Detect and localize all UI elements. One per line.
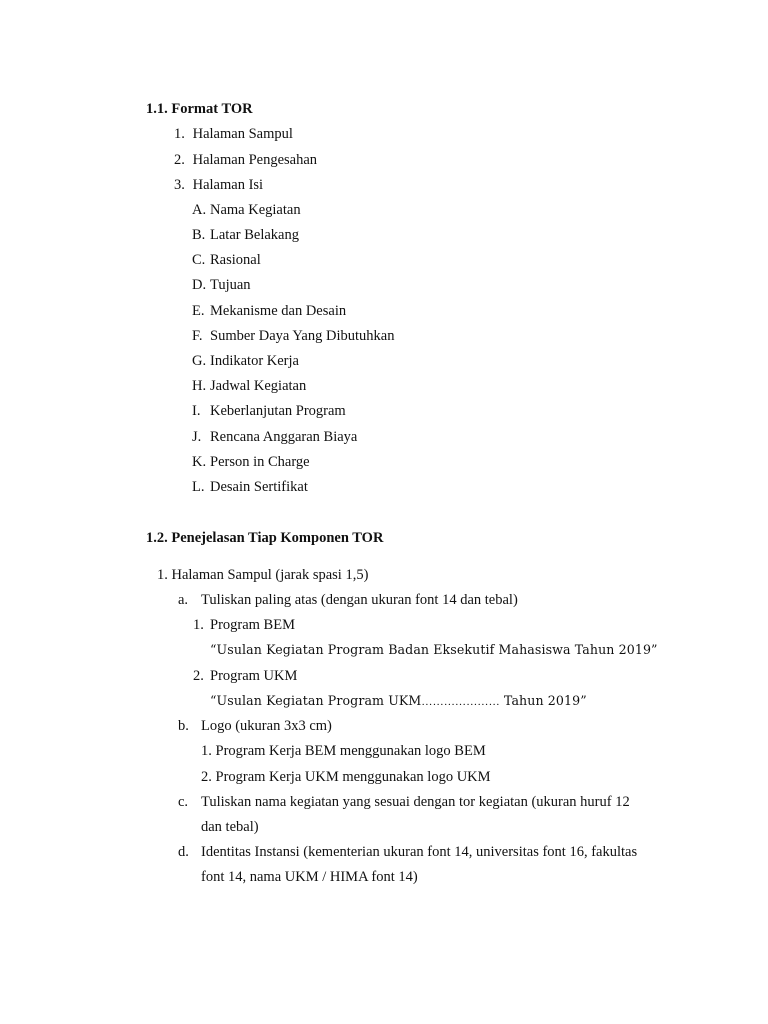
list-item-text: Program UKM [210,668,298,684]
sublist-item-c [192,251,261,269]
sublist-letter: I. [192,403,201,419]
sublist-letter: J. [192,429,202,445]
sublist-letter: K. [192,454,207,470]
sublist-text: Rencana Anggaran Biaya [210,429,358,445]
list-number: 2. [193,668,204,684]
sublist-letter: C. [192,252,206,268]
quote-end: Tahun 2019” [499,693,587,708]
sublist-letter: G. [192,353,207,369]
sublist-item-d [192,276,251,294]
sublist-letter: H. [192,378,207,394]
list-number: 2. [174,152,185,168]
dotted-blank: ………………… [421,696,500,708]
sublist-item-e [192,302,346,320]
sublist-text: Jadwal Kegiatan [210,378,307,394]
item-letter: b. [178,718,189,734]
sublist-text: Latar Belakang [210,227,299,243]
program-ukm [193,667,297,685]
item-letter: a. [178,592,189,608]
sublist-letter: B. [192,227,206,243]
program-bem [193,616,295,634]
quote-ukm [210,692,587,711]
sublist-item-l [192,478,308,496]
sublist-item-k [192,453,310,471]
sublist-item-f [192,327,394,345]
item-text: Logo (ukuran 3x3 cm) [201,718,332,734]
quote-bem: “Usulan Kegiatan Program Badan Eksekutif Mahasiswa Tahun 2019” [210,642,658,657]
section-1-heading: 1.1. Format TOR [146,101,253,117]
list-item-text: Program BEM [210,617,295,633]
list-number: 3. [174,177,185,193]
sublist-letter: L. [192,479,205,495]
sublist-text: Person in Charge [210,454,310,470]
item-d-continuation: font 14, nama UKM / HIMA font 14) [201,869,418,885]
list-item-halaman-sampul [174,125,293,143]
list-number: 1. [174,126,185,142]
item-text: Tuliskan paling atas (dengan ukuran font 14 dan tebal) [201,592,518,608]
item-letter: d. [178,844,189,860]
sublist-text: Rasional [210,252,261,268]
item-c [178,793,630,811]
list-item-halaman-pengesahan [174,151,317,169]
sublist-letter: A. [192,202,207,218]
sublist-item-a [192,201,301,219]
sublist-text: Keberlanjutan Program [210,403,346,419]
logo-ukm-rule: 2. Program Kerja UKM menggunakan logo UKM [201,769,491,785]
list-item-text: Halaman Isi [192,177,264,193]
item-letter: c. [178,794,189,810]
section-2-heading: 1.2. Penejelasan Tiap Komponen TOR [146,530,384,546]
sublist-text: Desain Sertifikat [210,479,308,495]
list-item-halaman-isi [174,176,263,194]
item-a [178,591,518,609]
sublist-text: Indikator Kerja [210,353,299,369]
list-number: 1. [193,617,204,633]
sublist-letter: D. [192,277,207,293]
item-halaman-sampul: 1. Halaman Sampul (jarak spasi 1,5) [157,567,369,583]
logo-bem-rule: 1. Program Kerja BEM menggunakan logo BEM [201,743,486,759]
item-text: Identitas Instansi (kementerian ukuran font 14, universitas font 16, fakultas [201,844,638,860]
sublist-item-b [192,226,299,244]
list-item-text: Halaman Pengesahan [192,152,318,168]
sublist-text: Nama Kegiatan [210,202,301,218]
quote-start: “Usulan Kegiatan Program UKM [210,693,422,708]
sublist-letter: E. [192,303,205,319]
sublist-text: Mekanisme dan Desain [210,303,347,319]
sublist-letter: F. [192,328,203,344]
sublist-item-i [192,402,346,420]
item-d [178,843,637,861]
item-c-continuation: dan tebal) [201,819,259,835]
sublist-text: Tujuan [210,277,251,293]
sublist-item-j [192,428,357,446]
item-b [178,717,332,735]
list-item-text: Halaman Sampul [192,126,293,142]
sublist-text: Sumber Daya Yang Dibutuhkan [210,328,395,344]
sublist-item-h [192,377,306,395]
sublist-item-g [192,352,299,370]
item-text: Tuliskan nama kegiatan yang sesuai dengan tor kegiatan (ukuran huruf 12 [201,794,630,810]
